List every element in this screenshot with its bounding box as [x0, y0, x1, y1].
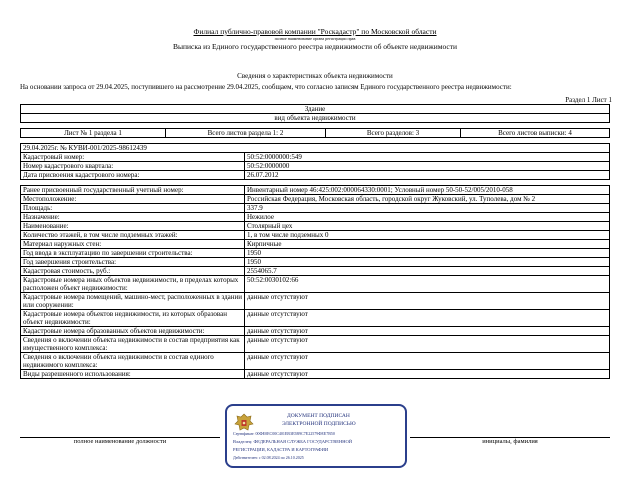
object-type-box [20, 104, 610, 123]
table-row: Виды разрешенного использования: данные отсутствуют [21, 370, 610, 379]
sheet-info-row [20, 128, 610, 138]
table-row: Наименование: Столярный цех [21, 222, 610, 231]
table-row: Кадастровые номера помещений, машино-мест, расположенных в здании или сооружении: данные отсутствуют [21, 293, 610, 310]
table-row: Кадастровый номер: 50:52:0000000:549 [21, 153, 610, 162]
table-row: Кадастровые номера иных объектов недвижимости, в пределах которых расположен объект недвижимости: 50:52:0030102:66 [21, 276, 610, 293]
document-title: Выписка из Единого государственного реестра недвижимости об объекте недвижимости [172, 42, 458, 51]
table-row: Сведения о включении объекта недвижимости в состав предприятия как имущественного комплекса: данные отсутствуют [21, 336, 610, 353]
sections-total: Всего разделов: 3 [326, 129, 461, 138]
object-type-caption: вид объекта недвижимости [21, 114, 610, 123]
sheets-total: Всего листов выписки: 4 [461, 129, 610, 138]
branch-name: Филиал публично-правовой компании "Роскадастр" по Московской области [193, 27, 437, 36]
extract-number: 29.04.2025г. № КУВИ-001/2025-98612439 [21, 144, 610, 153]
electronic-signature-stamp [225, 404, 407, 468]
table-row: Назначение: Нежилое [21, 213, 610, 222]
table-row: Кадастровая стоимость, руб.: 2554065.7 [21, 267, 610, 276]
table-row: Кадастровые номера объектов недвижимости, из которых образован объект недвижимости: данные отсутствуют [21, 310, 610, 327]
characteristics-table [20, 143, 610, 379]
sheets-in-section: Всего листов раздела 1: 2 [166, 129, 326, 138]
page-reference: Раздел 1 Лист 1 [565, 96, 612, 104]
stamp-owner-line-2: РЕГИСТРАЦИИ, КАДАСТРА И КАРТОГРАФИИ [233, 447, 329, 452]
branch-caption: полное наименование органа регистрации прав [274, 36, 356, 41]
stamp-subtitle: ЭЛЕКТРОННОЙ ПОДПИСЬЮ [282, 421, 356, 427]
table-row: Количество этажей, в том числе подземных этажей: 1, в том числе подземных 0 [21, 231, 610, 240]
table-row: Сведения о включении объекта недвижимости в состав единого недвижимого комплекса: данные отсутствуют [21, 353, 610, 370]
position-caption: полное наименование должности [73, 438, 167, 445]
table-row: Местоположение: Российская Федерация, Московская область, городской округ Жуковский, ул. Туполева, дом № 2 [21, 195, 610, 204]
stamp-owner: Владелец: ФЕДЕРАЛЬНАЯ СЛУЖБА ГОСУДАРСТВЕННОЙ [233, 439, 353, 444]
object-type: Здание [21, 105, 610, 114]
stamp-certificate: Сертификат: 00ФЕ0ЕС00С401ЕВ3Е5В9С7Е22579ФЕЕ7В50 [233, 431, 335, 436]
request-basis: На основании запроса от 29.04.2025, поступившего на рассмотрение 29.04.2025, сообщаем, что согласно записям Единого государственного реестра недвижимости: [20, 83, 512, 91]
stamp-title: ДОКУМЕНТ ПОДПИСАН [287, 413, 350, 419]
table-row: Дата присвоения кадастрового номера: 26.07.2012 [21, 171, 610, 180]
section-title: Сведения о характеристиках объекта недвижимости [237, 72, 393, 80]
table-row: Год ввода в эксплуатацию по завершении строительства: 1950 [21, 249, 610, 258]
table-row: Площадь: 337.9 [21, 204, 610, 213]
table-row: Год завершения строительства: 1950 [21, 258, 610, 267]
table-row: Материал наружных стен: Кирпичные [21, 240, 610, 249]
name-caption: инициалы, фамилия [482, 438, 538, 445]
table-row: Ранее присвоенный государственный учетный номер: Инвентарный номер 46:425:002:000064330:0001; Условный номер 50-50-52/005/2010-058 [21, 186, 610, 195]
sheet-number: Лист № 1 раздела 1 [21, 129, 166, 138]
table-row: Номер кадастрового квартала: 50:52:0000000 [21, 162, 610, 171]
stamp-validity: Действителен: с 02.08.2024 по 26.10.2025 [233, 455, 304, 460]
table-row: Кадастровые номера образованных объектов недвижимости: данные отсутствуют [21, 327, 610, 336]
